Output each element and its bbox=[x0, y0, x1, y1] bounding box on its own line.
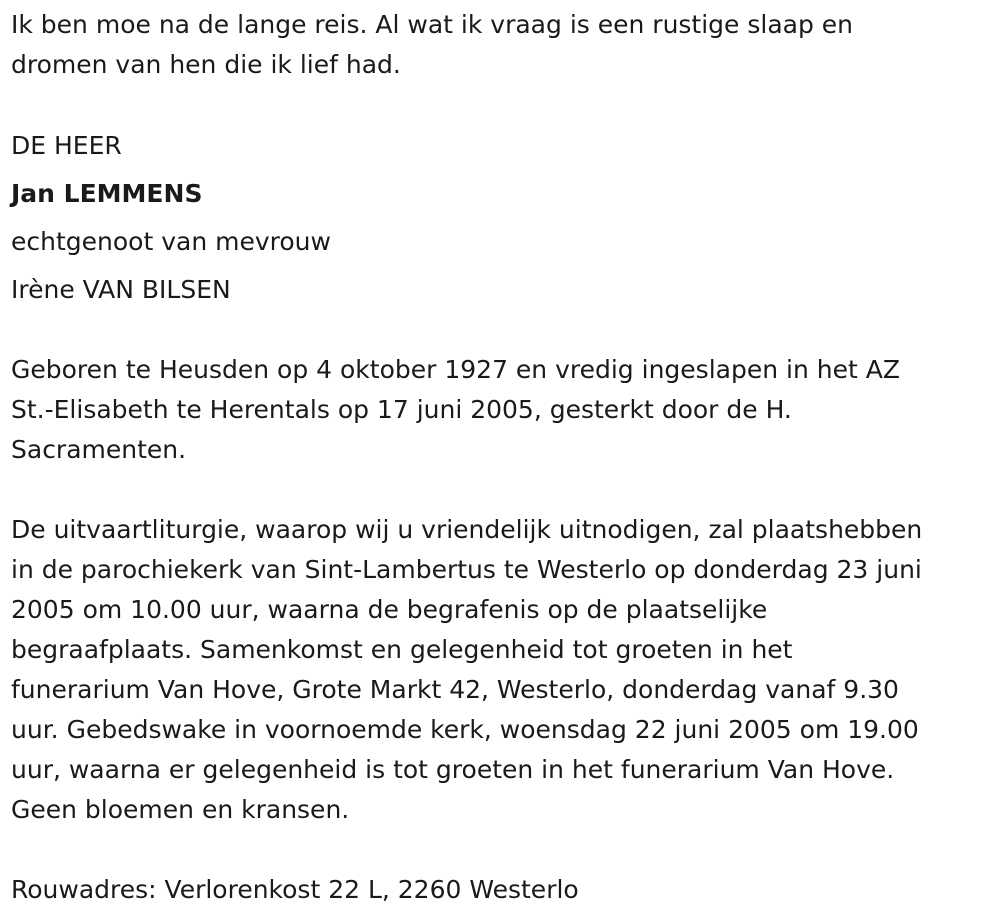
birth-death-paragraph bbox=[11, 350, 900, 470]
paragraph-line: De uitvaartliturgie, waarop wij u vriendelijk uitnodigen, zal plaatshebben bbox=[11, 515, 923, 544]
deceased-name: Jan LEMMENS bbox=[11, 179, 203, 208]
spouse-name: Irène VAN BILSEN bbox=[11, 275, 231, 304]
paragraph-line: begraafplaats. Samenkomst en gelegenheid tot groeten in het bbox=[11, 635, 793, 664]
paragraph-line: Geen bloemen en kransen. bbox=[11, 795, 350, 824]
funeral-details-paragraph bbox=[11, 510, 922, 830]
mourning-address: Rouwadres: Verlorenkost 22 L, 2260 Westerlo bbox=[11, 875, 579, 904]
paragraph-line: funerarium Van Hove, Grote Markt 42, Westerlo, donderdag vanaf 9.30 bbox=[11, 675, 899, 704]
motto-line: Ik ben moe na de lange reis. Al wat ik vraag is een rustige slaap en bbox=[11, 10, 854, 39]
paragraph-line: St.-Elisabeth te Herentals op 17 juni 2005, gesterkt door de H. bbox=[11, 395, 792, 424]
motto-quote bbox=[11, 5, 853, 85]
paragraph-line: Sacramenten. bbox=[11, 435, 187, 464]
paragraph-line: uur. Gebedswake in voornoemde kerk, woensdag 22 juni 2005 om 19.00 bbox=[11, 715, 919, 744]
spouse-label: echtgenoot van mevrouw bbox=[11, 227, 331, 256]
paragraph-line: Geboren te Heusden op 4 oktober 1927 en vredig ingeslapen in het AZ bbox=[11, 355, 900, 384]
paragraph-line: uur, waarna er gelegenheid is tot groeten in het funerarium Van Hove. bbox=[11, 755, 895, 784]
paragraph-line: in de parochiekerk van Sint-Lambertus te Westerlo op donderdag 23 juni bbox=[11, 555, 922, 584]
motto-line: dromen van hen die ik lief had. bbox=[11, 50, 401, 79]
honorific-heading: DE HEER bbox=[11, 131, 122, 160]
paragraph-line: 2005 om 10.00 uur, waarna de begrafenis op de plaatselijke bbox=[11, 595, 768, 624]
